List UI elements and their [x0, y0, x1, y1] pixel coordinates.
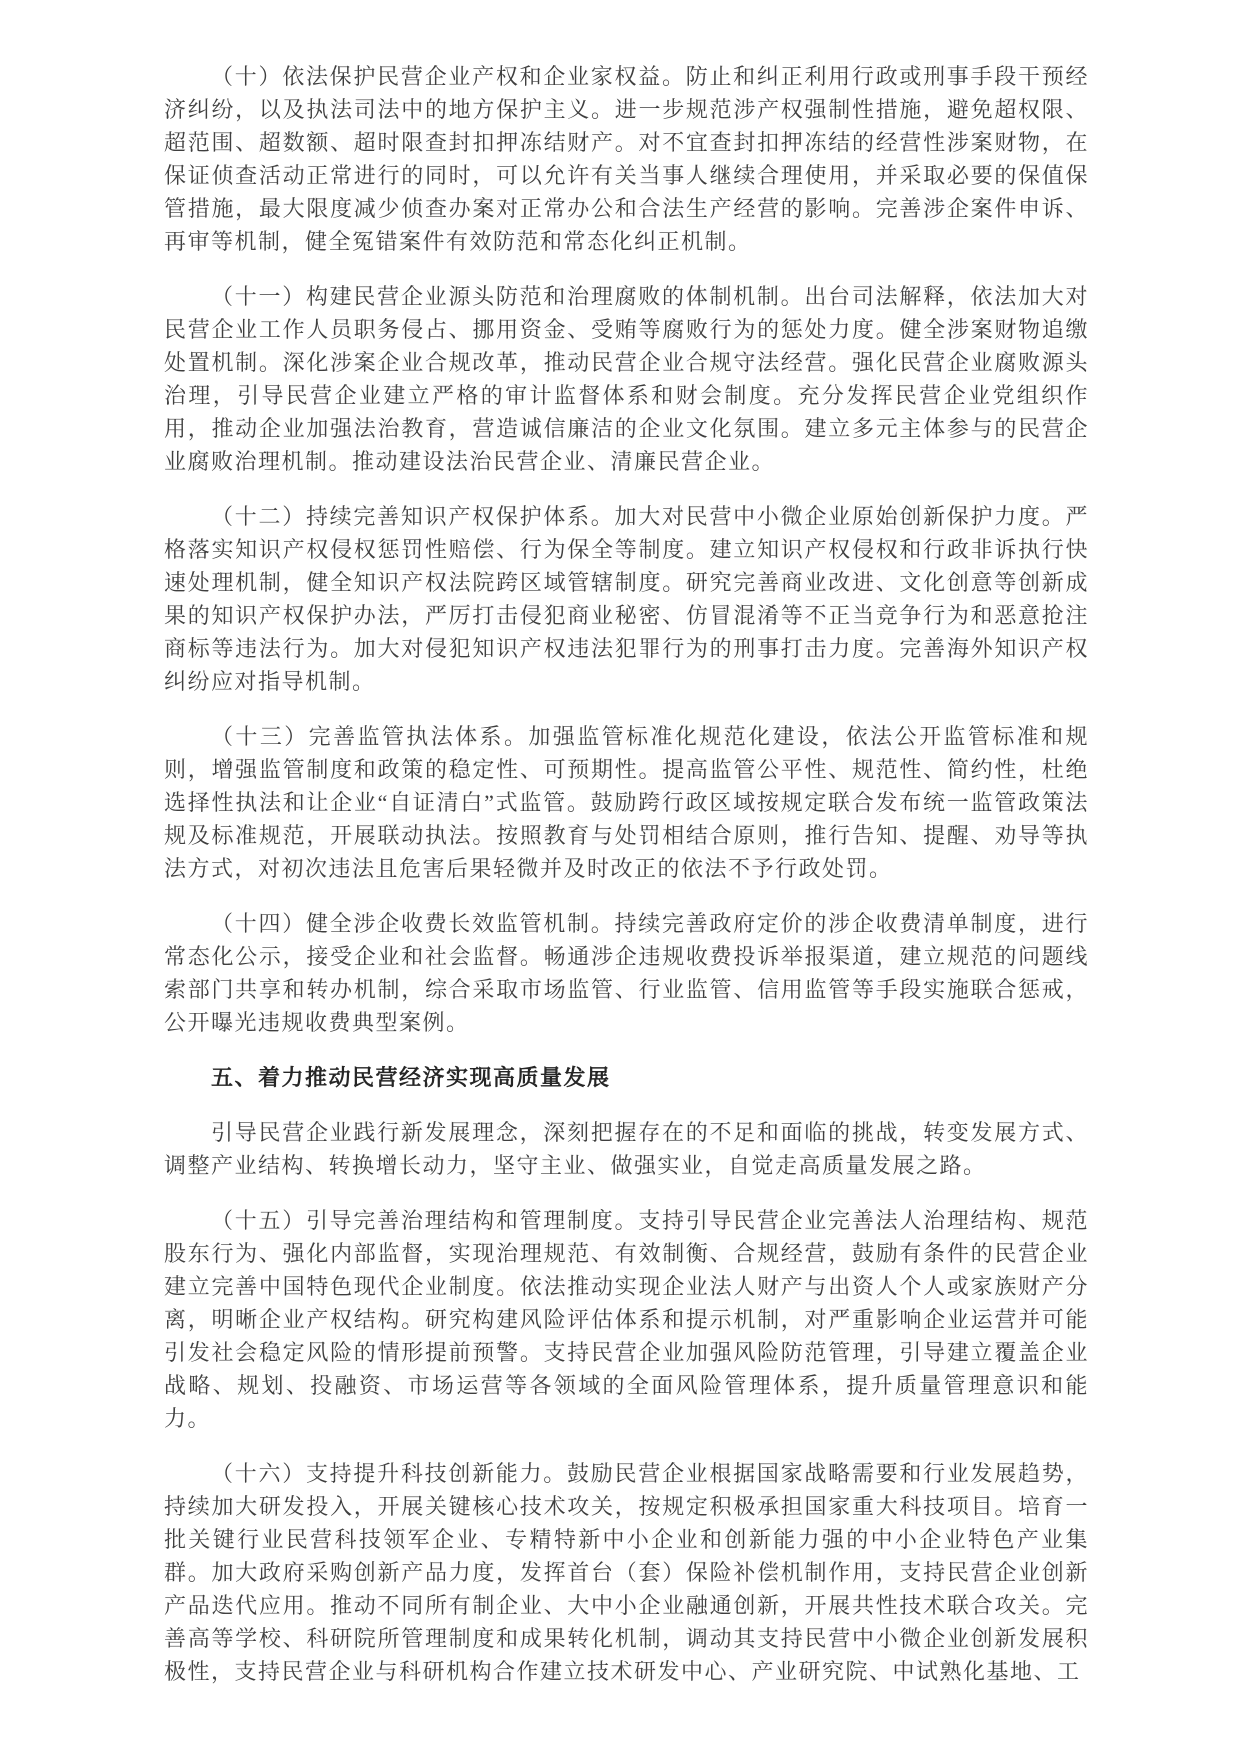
paragraph-item-11: （十一）构建民营企业源头防范和治理腐败的体制机制。出台司法解释，依法加大对民营企业工作人员职务侵占、挪用资金、受贿等腐败行为的惩处力度。健全涉案财物追缴处置机制。深化涉案企业合规改革，推动民营企业合规守法经营。强化民营企业腐败源头治理，引导民营企业建立严格的审计监督体系和财会制度。充分发挥民营企业党组织作用，推动企业加强法治教育，营造诚信廉洁的企业文化氛围。建立多元主体参与的民营企业腐败治理机制。推动建设法治民营企业、清廉民营企业。 [164, 284, 1089, 474]
section-heading-5: 五、着力推动民营经济实现高质量发展 [211, 1065, 611, 1090]
section-intro-paragraph: 引导民营企业践行新发展理念，深刻把握存在的不足和面临的挑战，转变发展方式、调整产业结构、转换增长动力，坚守主业、做强实业，自觉走高质量发展之路。 [164, 1120, 1089, 1178]
paragraph-item-14: （十四）健全涉企收费长效监管机制。持续完善政府定价的涉企收费清单制度，进行常态化公示，接受企业和社会监督。畅通涉企违规收费投诉举报渠道，建立规范的问题线索部门共享和转办机制，综合采取市场监管、行业监管、信用监管等手段实施联合惩戒，公开曝光违规收费典型案例。 [164, 911, 1089, 1035]
paragraph-item-12: （十二）持续完善知识产权保护体系。加大对民营中小微企业原始创新保护力度。严格落实知识产权侵权惩罚性赔偿、行为保全等制度。建立知识产权侵权和行政非诉执行快速处理机制，健全知识产权法院跨区域管辖制度。研究完善商业改进、文化创意等创新成果的知识产权保护办法，严厉打击侵犯商业秘密、仿冒混淆等不正当竞争行为和恶意抢注商标等违法行为。加大对侵犯知识产权违法犯罪行为的刑事打击力度。完善海外知识产权纠纷应对指导机制。 [164, 504, 1089, 694]
paragraph-item-15: （十五）引导完善治理结构和管理制度。支持引导民营企业完善法人治理结构、规范股东行为、强化内部监督，实现治理规范、有效制衡、合规经营，鼓励有条件的民营企业建立完善中国特色现代企业制度。依法推动实现企业法人财产与出资人个人或家族财产分离，明晰企业产权结构。研究构建风险评估体系和提示机制，对严重影响企业运营并可能引发社会稳定风险的情形提前预警。支持民营企业加强风险防范管理，引导建立覆盖企业战略、规划、投融资、市场运营等各领域的全面风险管理体系，提升质量管理意识和能力。 [164, 1208, 1089, 1431]
paragraph-item-10: （十）依法保护民营企业产权和企业家权益。防止和纠正利用行政或刑事手段干预经济纠纷，以及执法司法中的地方保护主义。进一步规范涉产权强制性措施，避免超权限、超范围、超数额、超时限查封扣押冻结财产。对不宜查封扣押冻结的经营性涉案财物，在保证侦查活动正常进行的同时，可以允许有关当事人继续合理使用，并采取必要的保值保管措施，最大限度减少侦查办案对正常办公和合法生产经营的影响。完善涉企案件申诉、再审等机制，健全冤错案件有效防范和常态化纠正机制。 [164, 64, 1089, 254]
paragraph-item-13: （十三）完善监管执法体系。加强监管标准化规范化建设，依法公开监管标准和规则，增强监管制度和政策的稳定性、可预期性。提高监管公平性、规范性、简约性，杜绝选择性执法和让企业“自证清白”式监管。鼓励跨行政区域按规定联合发布统一监管政策法规及标准规范，开展联动执法。按照教育与处罚相结合原则，推行告知、提醒、劝导等执法方式，对初次违法且危害后果轻微并及时改正的依法不予行政处罚。 [164, 724, 1089, 881]
paragraph-item-16: （十六）支持提升科技创新能力。鼓励民营企业根据国家战略需要和行业发展趋势，持续加大研发投入，开展关键核心技术攻关，按规定积极承担国家重大科技项目。培育一批关键行业民营科技领军企业、专精特新中小企业和创新能力强的中小企业特色产业集群。加大政府采购创新产品力度，发挥首台（套）保险补偿机制作用，支持民营企业创新产品迭代应用。推动不同所有制企业、大中小企业融通创新，开展共性技术联合攻关。完善高等学校、科研院所管理制度和成果转化机制，调动其支持民营中小微企业创新发展积极性，支持民营企业与科研机构合作建立技术研发中心、产业研究院、中试熟化基地、工 [164, 1461, 1089, 1684]
